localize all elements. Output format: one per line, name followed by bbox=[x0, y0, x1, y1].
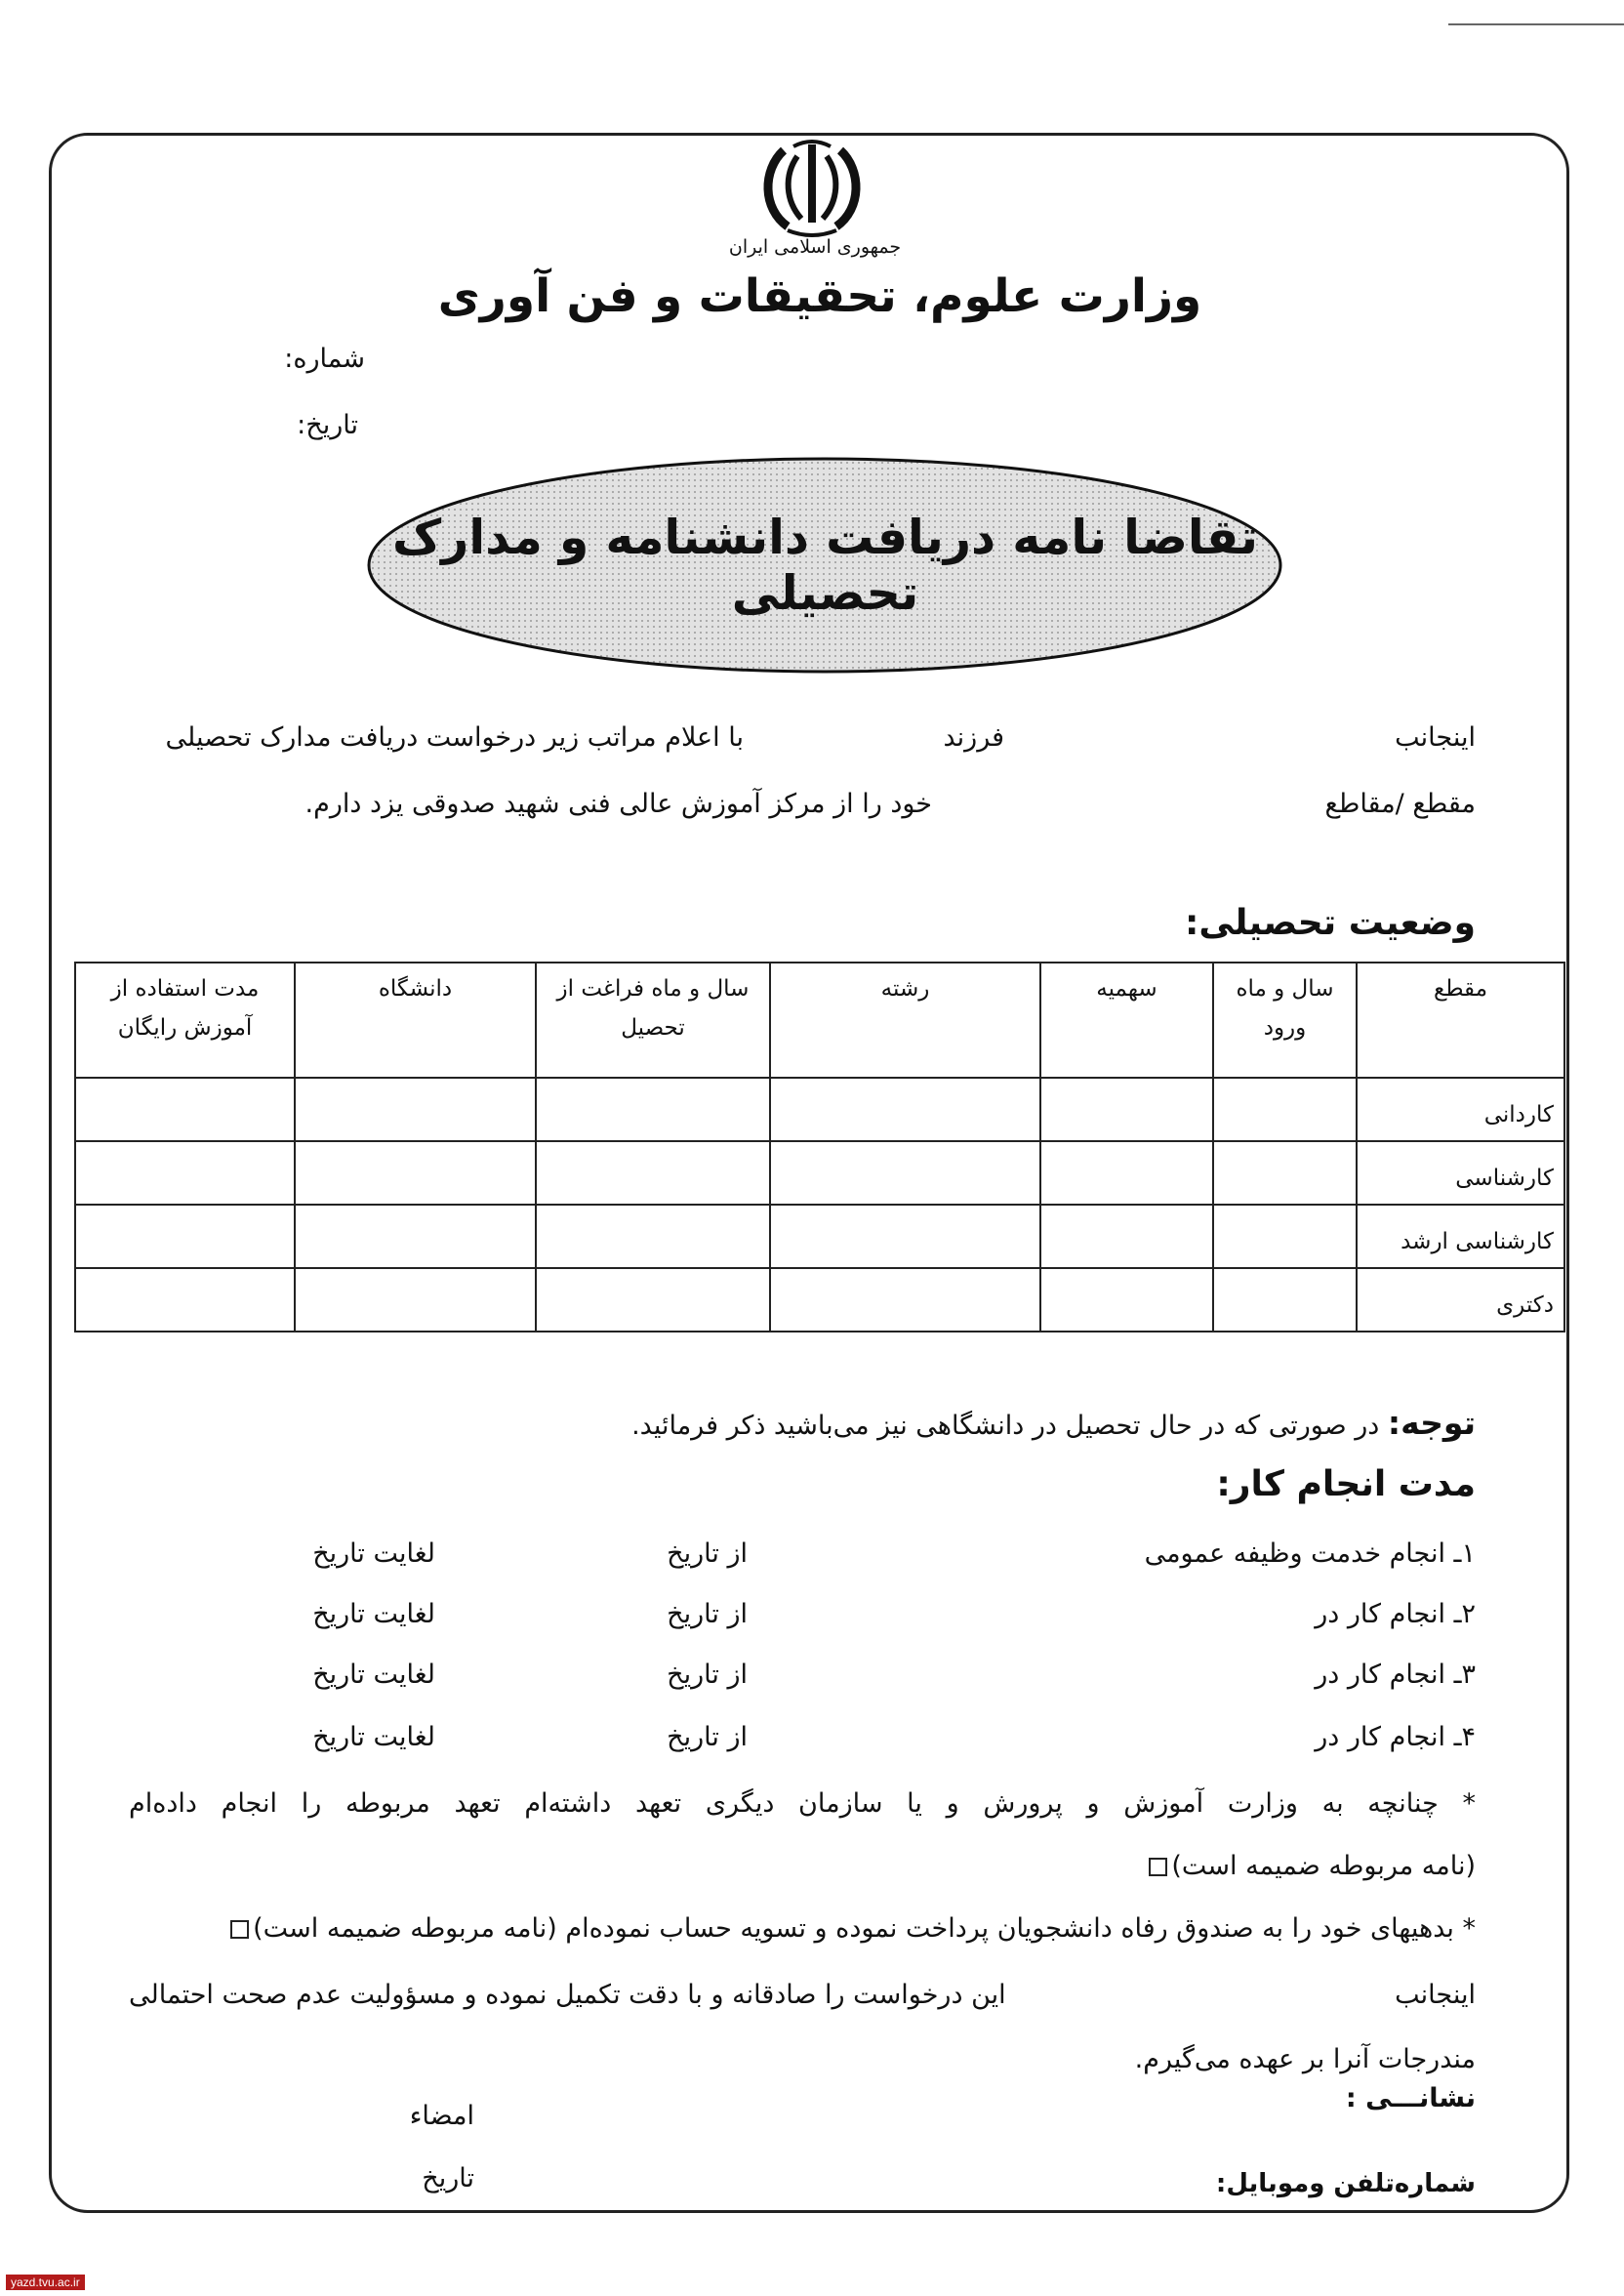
free-education-cell[interactable] bbox=[75, 1268, 295, 1332]
education-table bbox=[74, 962, 1565, 1332]
commitment-attachment-text: (نامه مربوطه ضمیمه است) bbox=[1171, 1851, 1476, 1881]
work-from-label: از تاریخ bbox=[667, 1722, 748, 1752]
free-education-cell[interactable] bbox=[75, 1205, 295, 1268]
work-item: ۳ـ انجام کار در bbox=[1315, 1660, 1476, 1690]
work-to-label: لغایت تاریخ bbox=[312, 1660, 435, 1690]
scan-edge-line bbox=[1448, 23, 1624, 25]
signature-label: امضاء bbox=[409, 2101, 474, 2131]
graduation-date-cell[interactable] bbox=[536, 1078, 770, 1141]
table-header-row bbox=[75, 963, 1564, 1078]
declaration-end: مندرجات آنرا بر عهده می‌گیرم. bbox=[1134, 2044, 1476, 2074]
phone-label: شماره‌تلفن وموبایل: bbox=[1215, 2169, 1476, 2198]
work-item: ۱ـ انجام خدمت وظیفه عمومی bbox=[1144, 1538, 1476, 1569]
commitment-attachment bbox=[1145, 1851, 1476, 1881]
university-cell[interactable] bbox=[295, 1141, 536, 1205]
level-cell: کارشناسی bbox=[1357, 1141, 1564, 1205]
work-to-label: لغایت تاریخ bbox=[312, 1722, 435, 1752]
work-from-label: از تاریخ bbox=[667, 1538, 748, 1569]
table-row bbox=[75, 1268, 1564, 1332]
field-cell[interactable] bbox=[770, 1268, 1040, 1332]
number-label: شماره: bbox=[284, 344, 365, 374]
graduation-date-cell[interactable] bbox=[536, 1268, 770, 1332]
intro-applicant-label: اینجانب bbox=[1395, 722, 1476, 753]
field-cell[interactable] bbox=[770, 1205, 1040, 1268]
column-header: مقطع bbox=[1357, 963, 1564, 1078]
level-cell: کارشناسی ارشد bbox=[1357, 1205, 1564, 1268]
field-cell[interactable] bbox=[770, 1141, 1040, 1205]
note bbox=[631, 1404, 1476, 1442]
quota-cell[interactable] bbox=[1040, 1268, 1213, 1332]
site-watermark: yazd.tvu.ac.ir bbox=[6, 2275, 85, 2290]
free-education-cell[interactable] bbox=[75, 1141, 295, 1205]
field-cell[interactable] bbox=[770, 1078, 1040, 1141]
entry-date-cell[interactable] bbox=[1213, 1268, 1357, 1332]
level-cell: کاردانی bbox=[1357, 1078, 1564, 1141]
graduation-date-cell[interactable] bbox=[536, 1141, 770, 1205]
column-header: سال و ماه ورود bbox=[1213, 963, 1357, 1078]
note-text: در صورتی که در حال تحصیل در دانشگاهی نیز می‌باشید ذکر فرمائید. bbox=[631, 1411, 1380, 1441]
column-header: سال و ماه فراغت از تحصیل bbox=[536, 963, 770, 1078]
intro-child-of-label: فرزند bbox=[943, 722, 1004, 753]
column-header: رشته bbox=[770, 963, 1040, 1078]
level-cell: دکتری bbox=[1357, 1268, 1564, 1332]
iran-emblem-icon bbox=[754, 137, 870, 240]
declaration-body: این درخواست را صادقانه و با دقت تکمیل نموده و مسؤولیت عدم صحت احتمالی bbox=[129, 1980, 1006, 2010]
intro-level-label: مقطع /مقاطع bbox=[1324, 789, 1476, 819]
intro-center-text: خود را از مرکز آموزش عالی فنی شهید صدوقی یزد دارم. bbox=[304, 789, 932, 819]
column-header: مدت استفاده از آموزش رایگان bbox=[75, 963, 295, 1078]
quota-cell[interactable] bbox=[1040, 1078, 1213, 1141]
education-heading: وضعیت تحصیلی: bbox=[1185, 903, 1476, 943]
entry-date-cell[interactable] bbox=[1213, 1141, 1357, 1205]
date-label: تاریخ: bbox=[297, 410, 358, 440]
work-to-label: لغایت تاریخ bbox=[312, 1599, 435, 1629]
country-name: جمهوری اسلامی ایران bbox=[728, 236, 902, 258]
entry-date-cell[interactable] bbox=[1213, 1205, 1357, 1268]
ministry-name: وزارت علوم، تحقیقات و فن آوری bbox=[437, 269, 1202, 323]
work-item: ۴ـ انجام کار در bbox=[1315, 1722, 1476, 1752]
column-header: دانشگاه bbox=[295, 963, 536, 1078]
university-cell[interactable] bbox=[295, 1268, 536, 1332]
column-header: سهمیه bbox=[1040, 963, 1213, 1078]
declaration-text bbox=[129, 1980, 1331, 2010]
table-row bbox=[75, 1078, 1564, 1141]
university-cell[interactable] bbox=[295, 1205, 536, 1268]
commitment-line: * چنانچه به وزارت آموزش و پرورش و یا سازمان دیگری تعهد داشته‌ام تعهد مربوطه را انجام داده‌ام bbox=[129, 1788, 1476, 1819]
free-education-cell[interactable] bbox=[75, 1078, 295, 1141]
table-row bbox=[75, 1141, 1564, 1205]
quota-cell[interactable] bbox=[1040, 1141, 1213, 1205]
note-label: توجه: bbox=[1387, 1404, 1476, 1442]
work-from-label: از تاریخ bbox=[667, 1599, 748, 1629]
university-cell[interactable] bbox=[295, 1078, 536, 1141]
intro-request-text: با اعلام مراتب زیر درخواست دریافت مدارک تحصیلی bbox=[165, 722, 744, 753]
address-label: نشانـــی : bbox=[1345, 2083, 1476, 2113]
footer-date-label: تاریخ bbox=[422, 2163, 474, 2194]
work-to-label: لغایت تاریخ bbox=[312, 1538, 435, 1569]
quota-cell[interactable] bbox=[1040, 1205, 1213, 1268]
work-heading: مدت انجام کار: bbox=[1216, 1464, 1476, 1504]
attachment-checkbox[interactable] bbox=[1149, 1858, 1167, 1876]
debt-clearance bbox=[226, 1913, 1476, 1944]
declaration-applicant: اینجانب bbox=[1395, 1980, 1476, 2010]
debt-checkbox[interactable] bbox=[230, 1920, 249, 1939]
entry-date-cell[interactable] bbox=[1213, 1078, 1357, 1141]
form-title: تقاضا نامه دریافت دانشنامه و مدارک تحصیلی bbox=[391, 510, 1258, 621]
work-from-label: از تاریخ bbox=[667, 1660, 748, 1690]
graduation-date-cell[interactable] bbox=[536, 1205, 770, 1268]
work-item: ۲ـ انجام کار در bbox=[1315, 1599, 1476, 1629]
table-row bbox=[75, 1205, 1564, 1268]
debt-clearance-text: * بدهیهای خود را به صندوق رفاه دانشجویان پرداخت نموده و تسویه حساب نموده‌ام (نامه مربوطه ضمیمه است) bbox=[253, 1913, 1476, 1944]
